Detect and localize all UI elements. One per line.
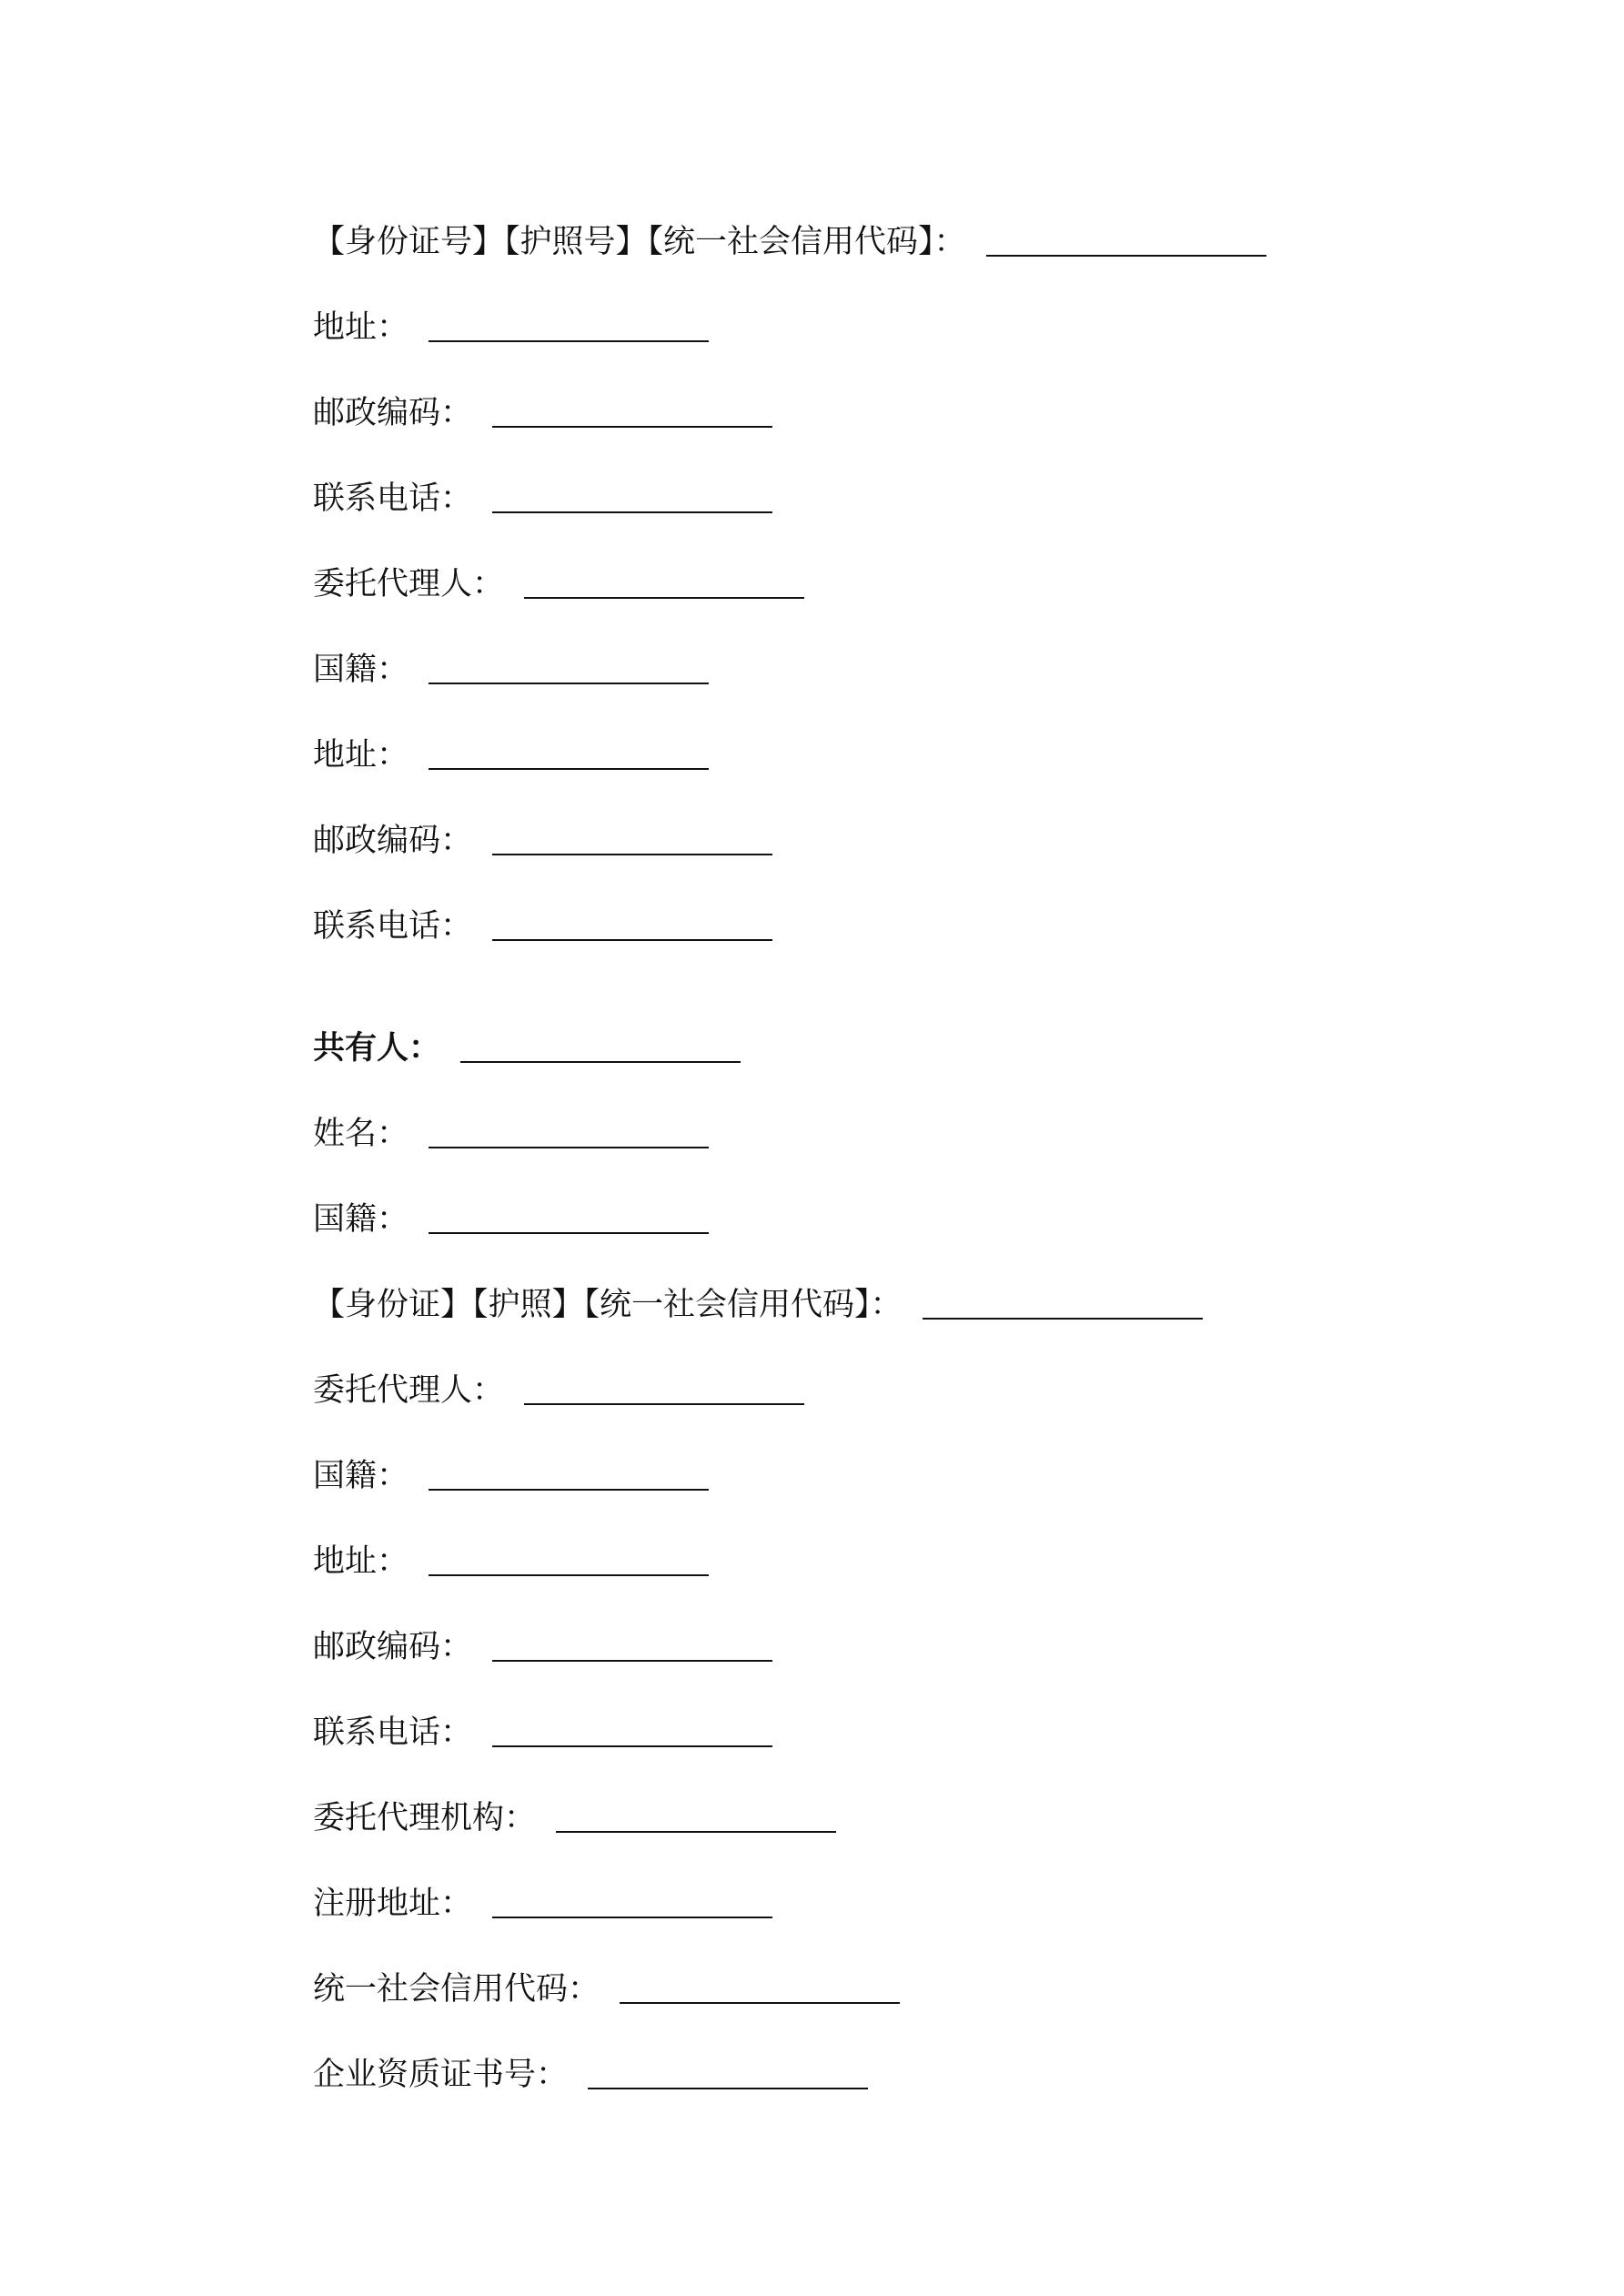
address-field [313,304,709,348]
agency-label: 委托代理机构： [313,1800,537,1836]
co-owner-agent-nationality-label: 国籍： [313,1458,409,1494]
co-owner-agent-phone-label: 联系电话： [313,1714,473,1751]
agent-nationality-blank[interactable] [429,683,709,684]
address-blank[interactable] [429,340,709,342]
co-owner-agent-nationality-field [313,1452,709,1496]
id-number-blank[interactable] [986,255,1266,257]
agent-phone-field [313,903,772,946]
postal-code-blank[interactable] [492,426,772,428]
registered-address-label: 注册地址： [313,1886,473,1922]
co-owner-name-field [313,1110,709,1154]
co-owner-agent-postal-code-blank[interactable] [492,1660,772,1662]
address-label: 地址： [313,309,409,346]
co-owner-id-label: 【身份证】【护照】【统一社会信用代码】： [313,1287,903,1323]
co-owner-agent-label: 委托代理人： [313,1372,505,1409]
credit-code-blank[interactable] [620,2002,900,2004]
co-owner-blank[interactable] [460,1061,741,1063]
agent-postal-code-label: 邮政编码： [313,823,473,859]
co-owner-nationality-field [313,1196,709,1239]
agent-address-field [313,732,709,775]
agent-nationality-label: 国籍： [313,652,409,688]
id-number-field [313,218,1266,262]
agent-postal-code-blank[interactable] [492,854,772,855]
co-owner-agent-nationality-blank[interactable] [429,1489,709,1491]
agent-nationality-field [313,646,709,690]
qualification-cert-label: 企业资质证书号： [313,2057,569,2093]
postal-code-label: 邮政编码： [313,395,473,431]
credit-code-label: 统一社会信用代码： [313,1971,600,2008]
co-owner-agent-blank[interactable] [524,1403,804,1405]
agent-field [313,561,804,604]
co-owner-field [313,1025,741,1068]
phone-label: 联系电话： [313,480,473,517]
agency-field [313,1795,836,1838]
co-owner-agent-phone-field [313,1709,772,1753]
co-owner-agent-postal-code-field [313,1623,772,1667]
co-owner-agent-phone-blank[interactable] [492,1745,772,1747]
co-owner-agent-address-field [313,1538,709,1582]
co-owner-name-blank[interactable] [429,1147,709,1148]
co-owner-label: 共有人： [313,1030,441,1067]
co-owner-agent-postal-code-label: 邮政编码： [313,1629,473,1665]
credit-code-field [313,1966,900,2009]
agent-postal-code-field [313,817,772,861]
co-owner-name-label: 姓名： [313,1116,409,1152]
agent-label: 委托代理人： [313,566,505,602]
agent-blank[interactable] [524,597,804,599]
co-owner-agent-field [313,1367,804,1411]
agency-blank[interactable] [556,1831,836,1833]
co-owner-nationality-blank[interactable] [429,1232,709,1234]
registered-address-field [313,1880,772,1924]
co-owner-id-blank[interactable] [923,1318,1203,1320]
co-owner-agent-address-blank[interactable] [429,1574,709,1576]
id-number-label: 【身份证号】【护照号】【统一社会信用代码】： [313,224,966,260]
agent-phone-label: 联系电话： [313,908,473,945]
phone-blank[interactable] [492,511,772,513]
qualification-cert-field [313,2051,868,2095]
co-owner-id-field [313,1281,1203,1325]
agent-phone-blank[interactable] [492,939,772,941]
phone-field [313,475,772,519]
co-owner-agent-address-label: 地址： [313,1543,409,1580]
agent-address-label: 地址： [313,737,409,774]
co-owner-nationality-label: 国籍： [313,1201,409,1238]
qualification-cert-blank[interactable] [588,2088,868,2089]
agent-address-blank[interactable] [429,768,709,770]
postal-code-field [313,389,772,433]
registered-address-blank[interactable] [492,1917,772,1918]
